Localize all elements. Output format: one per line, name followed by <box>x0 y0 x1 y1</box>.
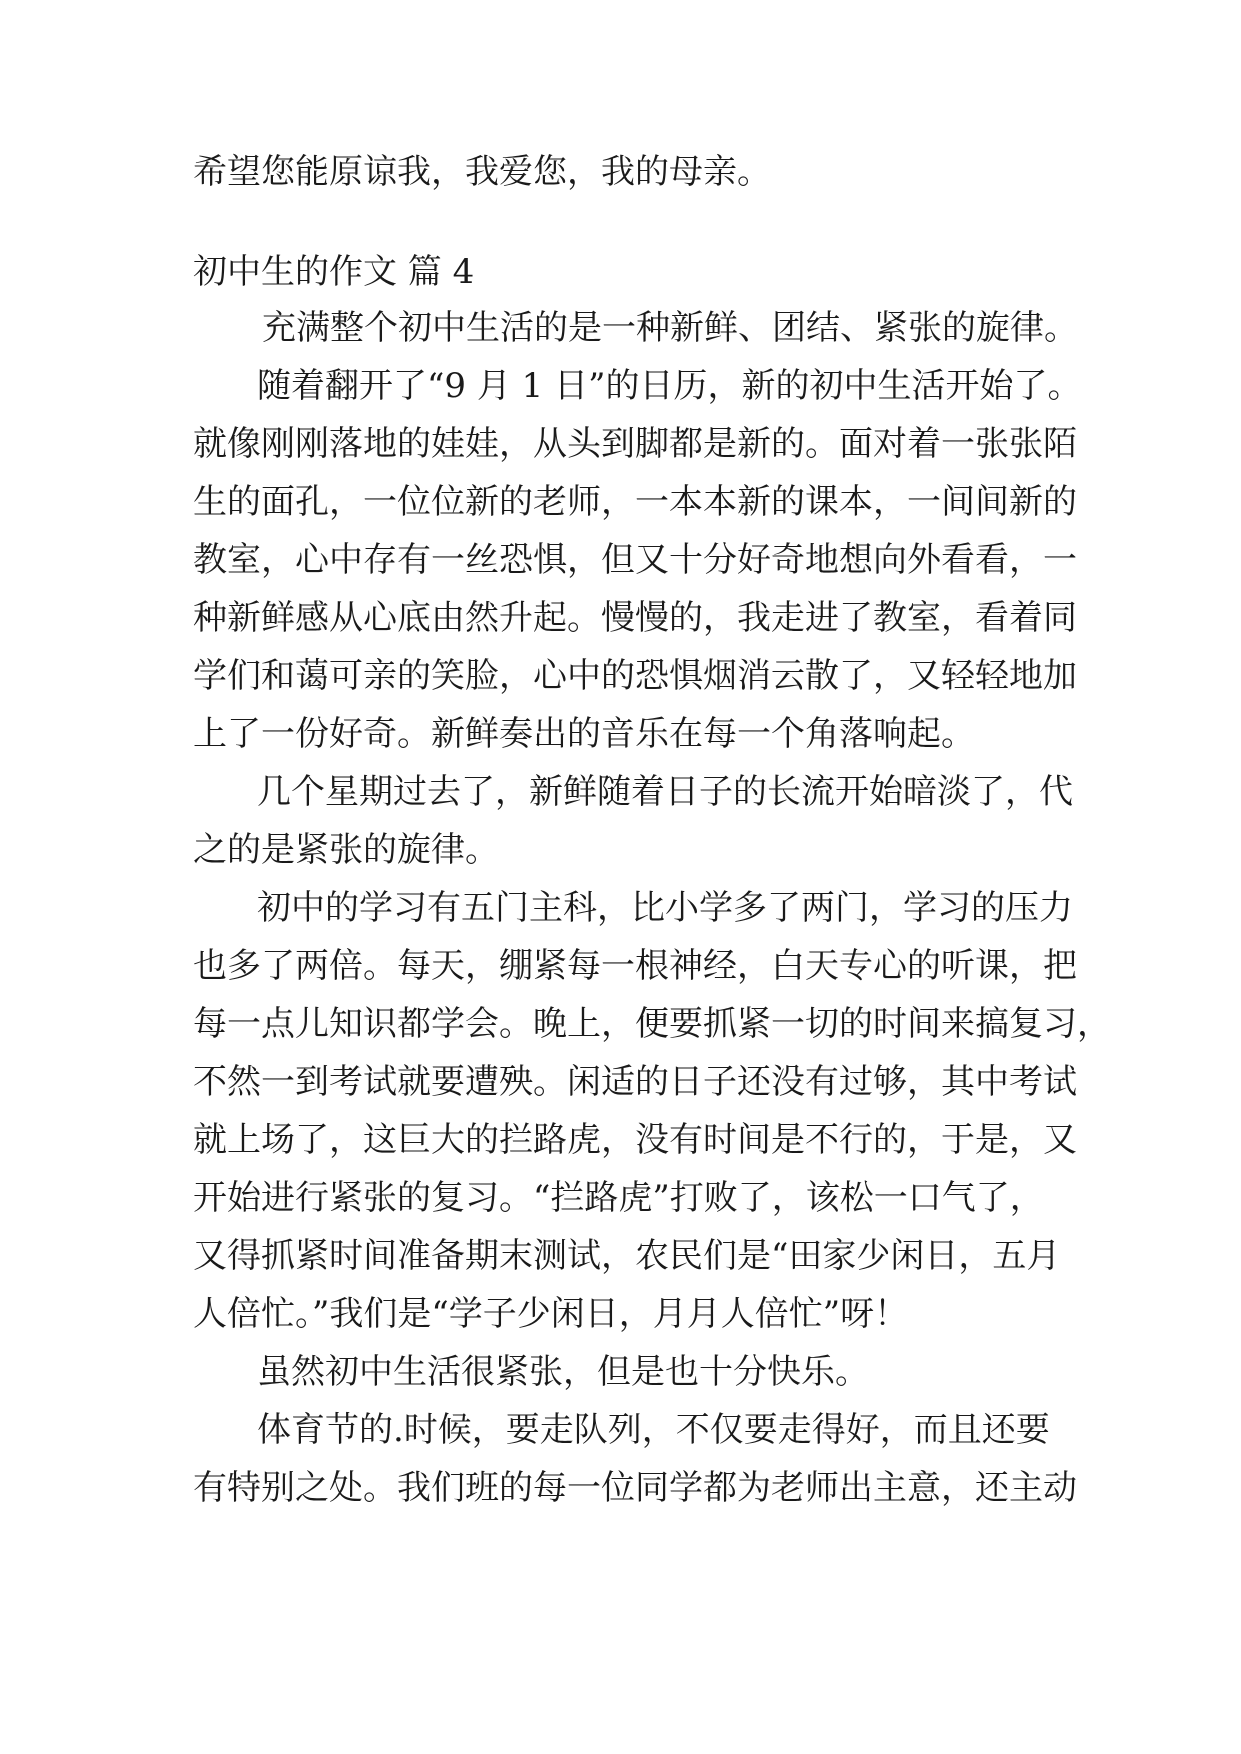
paragraph-line: 每一点儿知识都学会。晚上，便要抓紧一切的时间来搞复习， <box>193 1004 1111 1044</box>
paragraph-line: 学们和蔼可亲的笑脸，心中的恐惧烟消云散了，又轻轻地加 <box>193 656 1077 696</box>
paragraph-line: 人倍忙。”我们是“学子少闲日，月月人倍忙”呀！ <box>193 1294 909 1334</box>
paragraph-line: 生的面孔，一位位新的老师，一本本新的课本，一间间新的 <box>193 482 1077 522</box>
paragraph-line: 又得抓紧时间准备期末测试，农民们是“田家少闲日，五月 <box>193 1236 1061 1276</box>
paragraph-line: 几个星期过去了，新鲜随着日子的长流开始暗淡了，代 <box>257 772 1073 812</box>
paragraph-line: 上了一份好奇。新鲜奏出的音乐在每一个角落响起。 <box>193 714 975 754</box>
paragraph-line: 初中的学习有五门主科，比小学多了两门，学习的压力 <box>257 888 1073 928</box>
paragraph-line: 有特别之处。我们班的每一位同学都为老师出主意，还主动 <box>193 1468 1077 1508</box>
paragraph-line: 开始进行紧张的复习。“拦路虎”打败了，该松一口气了， <box>193 1178 1044 1218</box>
paragraph-line: 就上场了，这巨大的拦路虎，没有时间是不行的，于是，又 <box>193 1120 1077 1160</box>
paragraph-line: 不然一到考试就要遭殃。闲适的日子还没有过够，其中考试 <box>193 1062 1077 1102</box>
paragraph-line: 种新鲜感从心底由然升起。慢慢的，我走进了教室，看着同 <box>193 598 1077 638</box>
closing-line: 希望您能原谅我，我爱您，我的母亲。 <box>193 152 771 192</box>
paragraph-line: 虽然初中生活很紧张，但是也十分快乐。 <box>257 1352 869 1392</box>
paragraph-line: 之的是紧张的旋律。 <box>193 830 499 870</box>
paragraph-line: 教室，心中存有一丝恐惧，但又十分好奇地想向外看看，一 <box>193 540 1077 580</box>
paragraph-line: 体育节的.时候，要走队列，不仅要走得好，而且还要 <box>257 1410 1050 1450</box>
section-title: 初中生的作文 篇 4 <box>193 252 475 292</box>
paragraph-line: 就像刚刚落地的娃娃，从头到脚都是新的。面对着一张张陌 <box>193 424 1077 464</box>
paragraph-line: 随着翻开了“9 月 1 日”的日历，新的初中生活开始了。 <box>257 366 1082 406</box>
paragraph-line: 也多了两倍。每天，绷紧每一根神经，白天专心的听课，把 <box>193 946 1077 986</box>
paragraph-line: 充满整个初中生活的是一种新鲜、团结、紧张的旋律。 <box>262 308 1078 348</box>
